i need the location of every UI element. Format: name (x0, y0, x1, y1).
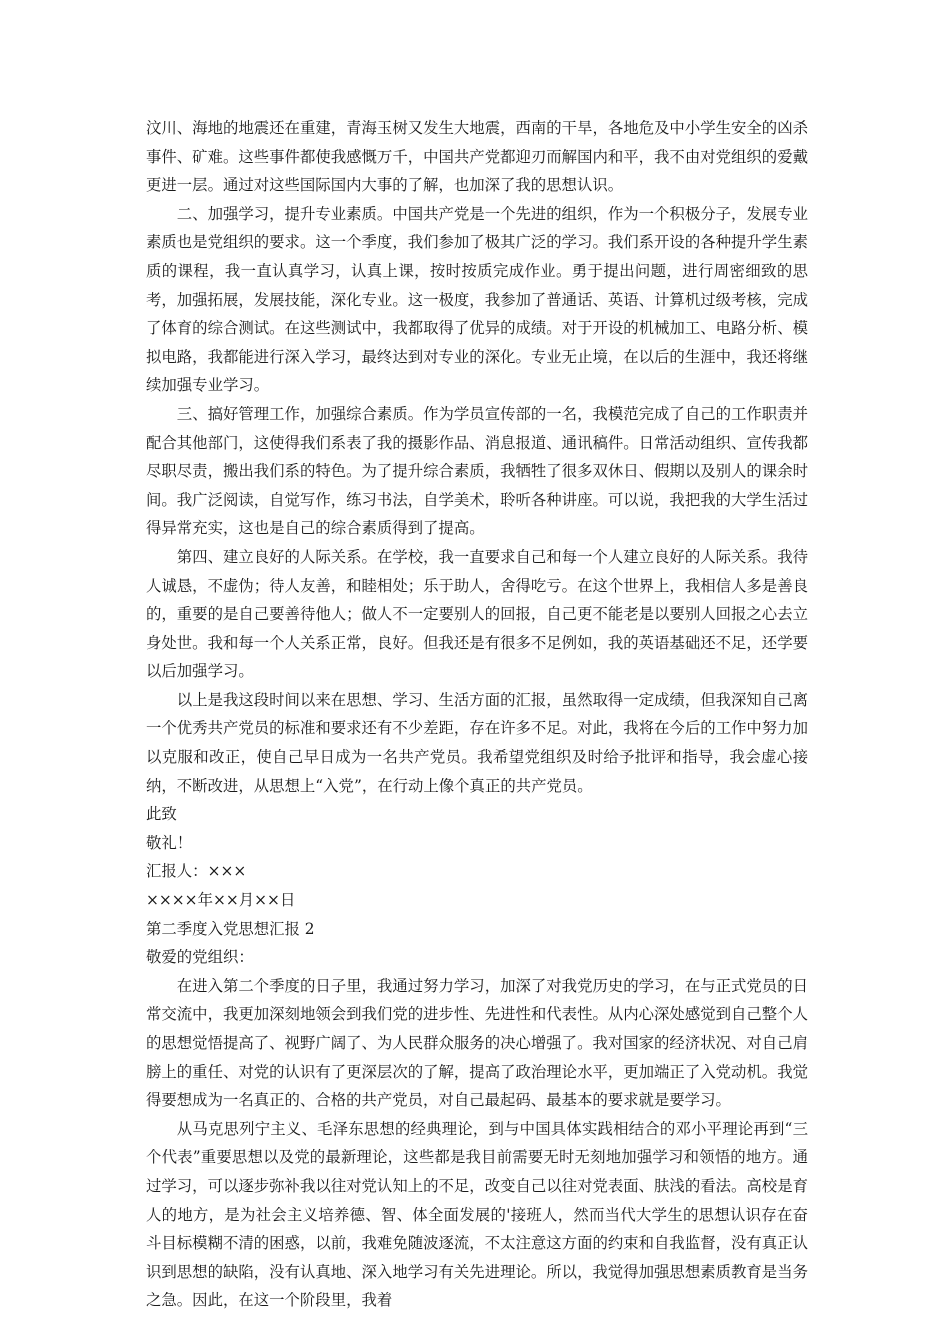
closing-jingli: 敬礼！ (146, 833, 193, 852)
paragraph-management: 三、搞好管理工作，加强综合素质。作为学员宣传部的一名，我模范完成了自己的工作职责并配合其他部门，这使得我们系表了我的摄影作品、消息报道、通讯稿件。日常活动组织、宣传我都尽职尽责，搬出我们系的特色。为了提升综合素质，我牺牲了很多双休日、假期以及别人的课余时间。我广泛阅读，自觉写作，练习书法，自学美术，聆听各种讲座。可以说，我把我的大学生活过得异常充实，这也是自己的综合素质得到了提高。 (146, 404, 808, 538)
salutation: 敬爱的党组织： (146, 948, 254, 967)
paragraph-relationships: 第四、建立良好的人际关系。在学校，我一直要求自己和每一个人建立良好的人际关系。我待人诚恳，不虚伪；待人友善，和睦相处；乐于助人，舍得吃亏。在这个世界上，我相信人多是善良的，重要的是自己要善待他人；做人不一定要别人的回报，自己更不能老是以要别人回报之心去立身处世。我和每一个人关系正常，良好。但我还是有很多不足例如，我的英语基础还不足，还学要以后加强学习。 (146, 547, 808, 681)
paragraph-second-quarter-intro: 在进入第二个季度的日子里，我通过努力学习，加深了对我党历史的学习，在与正式党员的日常交流中，我更加深刻地领会到我们党的进步性、先进性和代表性。从内心深处感觉到自己整个人的思想觉悟提高了、视野广阔了、为人民群众服务的决心增强了。我对国家的经济状况、对自己肩膀上的重任、对党的认识有了更深层次的了解，提高了政治理论水平，更加端正了入党动机。我觉得要想成为一名真正的、合格的共产党员，对自己最起码、最基本的要求就是要学习。 (146, 976, 808, 1110)
paragraph-study: 二、加强学习，提升专业素质。中国共产党是一个先进的组织，作为一个积极分子，发展专业素质也是党组织的要求。这一个季度，我们参加了极其广泛的学习。我们系开设的各种提升学生素质的课程，我一直认真学习，认真上课，按时按质完成作业。勇于提出问题，进行周密细致的思考，加强拓展，发展技能，深化专业。这一极度，我参加了普通话、英语、计算机过级考核，完成了体育的综合测试。在这些测试中，我都取得了优异的成绩。对于开设的机械加工、电路分析、模拟电路，我都能进行深入学习，最终达到对专业的深化。专业无止境，在以后的生涯中，我还将继续加强专业学习。 (146, 204, 808, 395)
date-line: ××××年××月××日 (146, 891, 296, 910)
document-body (146, 114, 808, 1315)
reporter-line: 汇报人：××× (146, 862, 247, 881)
paragraph-summary: 以上是我这段时间以来在思想、学习、生活方面的汇报，虽然取得一定成绩，但我深知自己离一个优秀共产党员的标准和要求还有不少差距，存在许多不足。对此，我将在今后的工作中努力加以克服和改正，使自己早日成为一名共产党员。我希望党组织及时给予批评和指导，我会虚心接纳，不断改进，从思想上“入党”，在行动上像个真正的共产党员。 (146, 690, 808, 795)
paragraph-continuation: 汶川、海地的地震还在重建，青海玉树又发生大地震，西南的干旱，各地危及中小学生安全的凶杀事件、矿难。这些事件都使我感慨万千，中国共产党都迎刃而解国内和平，我不由对党组织的爱戴更进一层。通过对这些国际国内大事的了解，也加深了我的思想认识。 (146, 119, 808, 195)
paragraph-theory-study: 从马克思列宁主义、毛泽东思想的经典理论，到与中国具体实践相结合的邓小平理论再到“三个代表”重要思想以及党的最新理论，这些都是我目前需要无时无刻地加强学习和领悟的地方。通过学习，可以逐步弥补我以往对党认知上的不足，改变自己以往对党表面、肤浅的看法。高校是育人的地方，是为社会主义培养德、智、体全面发展的'接班人，然而当代大学生的思想认识存在奋斗目标模糊不清的困惑，以前，我难免随波逐流，不太注意这方面的约束和自我监督，没有真正认识到思想的缺陷，没有认真地、深入地学习有关先进理论。所以，我觉得加强思想素质教育是当务之急。因此，在这一个阶段里，我着 (146, 1119, 808, 1310)
closing-cizhi: 此致 (146, 805, 177, 824)
section-title: 第二季度入党思想汇报 2 (146, 919, 315, 938)
